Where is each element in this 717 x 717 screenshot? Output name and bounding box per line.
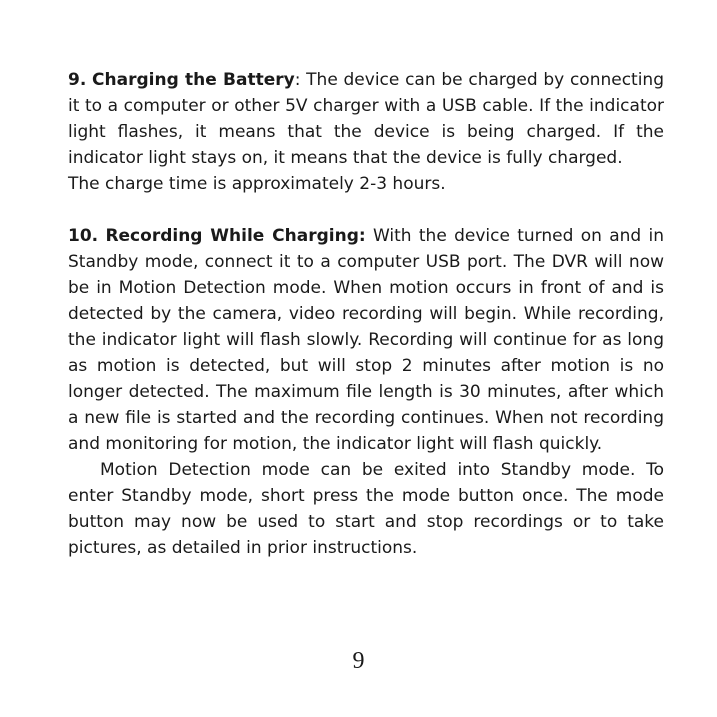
section-body: The device can be charged by connecting it to a computer or other 5V charger with a USB cable. If the indicator light flashes, it means that the device is being charged. If the indicator light stays on, it means that the device is fully charged. [68, 70, 665, 168]
section-charging-battery [68, 67, 664, 171]
section-number: 10. [68, 226, 99, 246]
section-recording-while-charging [68, 223, 664, 457]
section-heading: Recording While Charging: [105, 226, 366, 246]
section-body: With the device turned on and in Standby mode, connect it to a computer USB port. The DVR will now be in Motion Detection mode. When motion occurs in front of and is detected by the camera, video recording will begin. While recording, the indicator light will flash slowly. Recording will continue for as long as motion is detected, but will stop 2 minutes after motion is no longer detected. The maximum file length is 30 minutes, after which a new file is started and the recording continues. When not recording and monitoring for motion, the indicator light will flash quickly. [68, 226, 664, 454]
section-number: 9. [68, 70, 87, 90]
page-number: 9 [352, 648, 365, 674]
document-page [68, 67, 664, 561]
section-paragraph-2: Motion Detection mode can be exited into Standby mode. To enter Standby mode, short press the mode button once. The mode button may now be used to start and stop recordings or to take pictures, as detailed in prior instructions. [68, 460, 664, 558]
paragraph-spacer [68, 197, 664, 223]
section-heading: Charging the Battery [92, 70, 295, 90]
heading-suffix: : [294, 70, 301, 90]
section-extra-line: The charge time is approximately 2-3 hours. [68, 174, 446, 194]
